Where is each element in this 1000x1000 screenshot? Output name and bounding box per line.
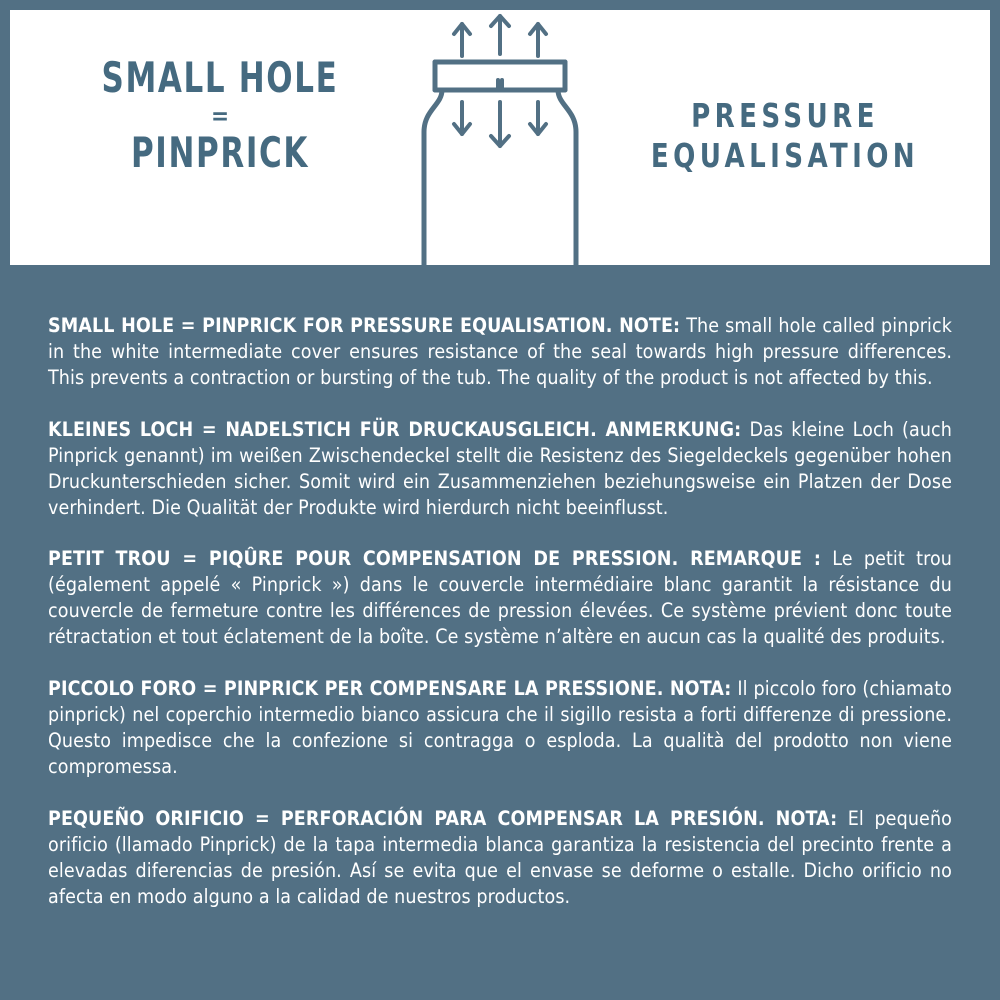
note-body-fr: Le petit trou (également appelé « Pinprick ») dans le couvercle intermédiaire blanc garantit la résistance du couvercle de fermeture contre les différences de pression élevées. Ce système prévient donc toute rétractation et tout éclatement de la boîte. Ce système n’altère en aucun cas la qualité des produits. [48,547,953,649]
note-heading-es: PEQUEÑO ORIFICIO = PERFORACIÓN PARA COMPENSAR LA PRESIÓN. NOTA: [48,806,838,830]
hero-right-line2: EQUALISATION [650,136,920,176]
note-body-es: El pequeño orificio (llamado Pinprick) de la tapa intermedia blanca garantiza la resistencia del precinto frente a elevadas diferencias de presión. Así se evita que el envase se deforme o estalle. Dicho orificio no afecta en modo alguno a la calidad de nuestros productos. [48,806,952,908]
multilingual-note-block [10,265,990,910]
note-paragraph-en [48,313,952,391]
note-paragraph-es [48,806,952,910]
hero-panel [10,10,990,265]
infographic-inner [10,10,990,990]
note-body-it: Il piccolo foro (chiamato pinprick) nel coperchio intermedio bianco assicura che il sigillo resista a forti differenze di pressione. Questo impedisce che la confezione si contragga o esploda. La qualità del prodotto non viene compromessa. [48,677,952,778]
note-paragraph-it [48,676,952,780]
note-heading-en: SMALL HOLE = PINPRICK FOR PRESSURE EQUALISATION. NOTE: [48,314,681,337]
note-heading-fr: PETIT TROU = PIQÛRE POUR COMPENSATION DE PRESSION. REMARQUE : [48,547,821,571]
note-heading-it: PICCOLO FORO = PINPRICK PER COMPENSARE LA PRESSIONE. NOTA: [48,677,732,701]
note-heading-de: KLEINES LOCH = NADELSTICH FÜR DRUCKAUSGLEICH. ANMERKUNG: [48,417,742,441]
hero-left-heading [10,53,430,178]
note-body-de: Das kleine Loch (auch Pinprick genannt) im weißen Zwischendeckel stellt die Resistenz des Siegeldeckels gegenüber hohen Druckunterschieden sicher. Somit wird ein Zusammenziehen beziehungsweise ein Platzen der Dose verhindert. Die Qualität der Produkte wird hierdurch nicht beeinflusst. [48,417,953,519]
hero-left-equals: = [210,102,230,131]
hero-right-heading [613,96,956,177]
note-body-en: The small hole called pinprick in the white intermediate cover ensures resistance of the seal towards high pressure differences. This prevents a contraction or bursting of the tub. The quality of the product is not affected by this. [48,314,952,389]
hero-left-line1: SMALL HOLE [101,53,339,102]
note-paragraph-de [48,417,952,521]
hero-left-line2: PINPRICK [130,128,310,178]
note-paragraph-fr [48,546,952,650]
hero-right-line1: PRESSURE [691,96,879,135]
